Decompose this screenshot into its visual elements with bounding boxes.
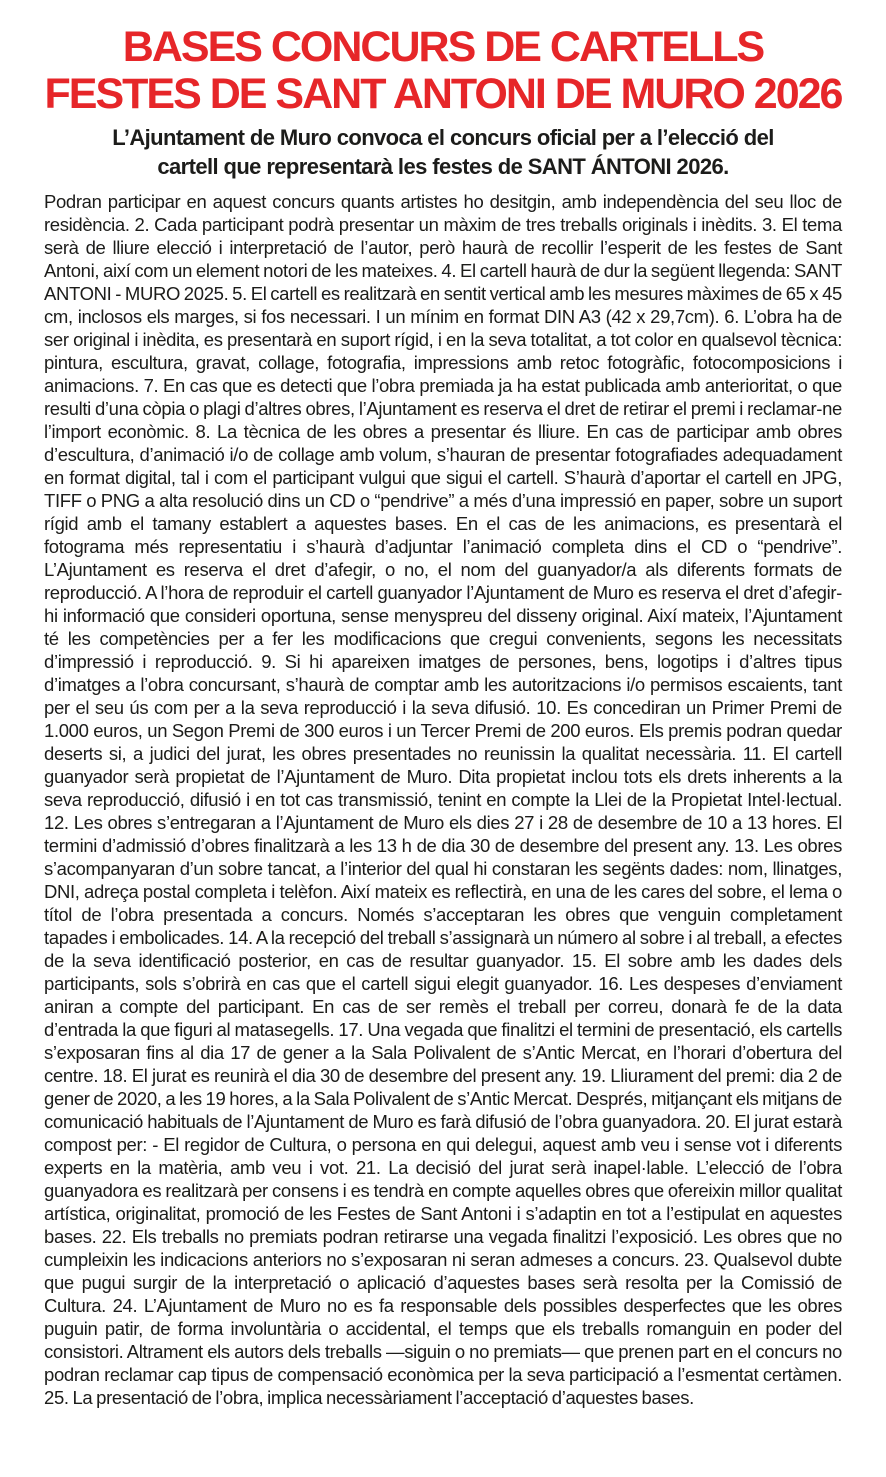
document-subtitle-line2: cartell que representarà les festes de SANT ÁNTONI 2026.: [157, 154, 729, 179]
body-text: Podran participar en aquest concurs quants artistes ho desitgin, amb independència del seu lloc de residència. 2. Cada participant podrà presentar un màxim de tres treballs originals i inèdits. 3. El tema serà de lliure elecció i interpretació de l’autor, però haurà de recollir l’esperit de les festes de Sant Antoni, així com un element notori de les mateixes. 4. El cartell haurà de dur la següent llegenda: SANT ANTONI - MURO 2025. 5. El cartell es realitzarà en sentit vertical amb les mesures màximes de 65 x 45 cm, inclosos els marges, si fos necessari. I un mínim en format DIN A3 (42 x 29,7cm). 6. L’obra ha de ser original i inèdita, es presentarà en suport rígid, i en la seva totalitat, a tot color en qualsevol tècnica: pintura, escultura, gravat, collage, fotografia, impressions amb retoc fotogràfic, fotocomposicions i animacions. 7. En cas que es detecti que l’obra premiada ja ha estat publicada amb anterioritat, o que resulti d’una còpia o plagi d’altres obres, l’Ajuntament es reserva el dret de retirar el premi i reclamar-ne l’import econòmic. 8. La tècnica de les obres a presentar és lliure. En cas de participar amb obres d’escultura, d’animació i/o de collage amb volum, s’hauran de presentar fotografiades adequadament en format digital, tal i com el participant vulgui que sigui el cartell. S’haurà d’aportar el cartell en JPG, TIFF o PNG a alta resolució dins un CD o “pendrive” a més d’una impressió en paper, sobre un suport rígid amb el tamany establert a aquestes bases. En el cas de les animacions, es presentarà el fotograma més representatiu i s’haurà d’adjuntar l’animació completa dins el CD o “pendrive”. L’Ajuntament es reserva el dret d’afegir, o no, el nom del guanyador/a als diferents formats de reproducció. A l’hora de reproduir el cartell guanyador l’Ajuntament de Muro es reserva el dret d’afegir-hi informació que consideri oportuna, sense menyspreu del disseny original. Així mateix, l’Ajuntament té les competències per a fer les modificacions que cregui convenients, segons les necessitats d’impressió i reproducció. 9. Si hi apareixen imatges de persones, bens, logotips i d’altres tipus d’imatges a l’obra concursant, s’haurà de comptar amb les autoritzacions i/o permisos escaients, tant per el seu ús com per a la seva reproducció i la seva difusió. 10. Es concediran un Primer Premi de 1.000 euros, un Segon Premi de 300 euros i un Tercer Premi de 200 euros. Els premis podran quedar deserts si, a judici del jurat, les obres presentades no reunissin la qualitat necessària. 11. El cartell guanyador serà propietat de l’Ajuntament de Muro. Dita propietat inclou tots els drets inherents a la seva reproducció, difusió i en tot cas transmissió, tenint en compte la Llei de la Propietat Intel·lectual. 12. Les obres s’entregaran a l’Ajuntament de Muro els dies 27 i 28 de desembre de 10 a 13 hores. El termini d’admissió d’obres finalitzarà a les 13 h de dia 30 de desembre del present any. 13. Les obres s’acompanyaran d’un sobre tancat, a l’interior del qual hi constaran les segënts dades: nom, llinatges, DNI, adreça postal completa i telèfon. Així mateix es reflectirà, en una de les cares del sobre, el lema o títol de l’obra presentada a concurs. Només s’acceptaran les obres que venguin completament tapades i embolicades. 14. A la recepció del treball s’assignarà un número al sobre i al treball, a efectes de la seva identificació posterior, en cas de resultar guanyador. 15. El sobre amb les dades dels participants, sols s’obrirà en cas que el cartell sigui elegit guanyador. 16. Les despeses d’enviament aniran a compte del participant. En cas de ser remès el treball per correu, donarà fe de la data d’entrada la que figuri al matasegells. 17. Una vegada que finalitzi el termini de presentació, els cartells s’exposaran fins al dia 17 de gener a la Sala Polivalent de s’Antic Mercat, en l’horari d’obertura del centre. 18. El jurat es reunirà el dia 30 de desembre del present any. 19. Lliurament del premi: dia 2 de gener de 2020, a les 19 hores, a la Sala Polivalent de s’Antic Mercat. Després, mitjançant els mitjans de comunicació habituals de l’Ajuntament de Muro es farà difusió de l’obra guanyadora. 20. El jurat estarà compost per: - El regidor de Cultura, o persona en qui delegui, aquest amb veu i sense vot i diferents experts en la matèria, amb veu i vot. 21. La decisió del jurat serà inapel·lable. L’elecció de l’obra guanyadora es realitzarà per consens i es tendrà en compte aquelles obres que ofereixin millor qualitat artística, originalitat, promoció de les Festes de Sant Antoni i s’adaptin en tot a l’estipulat en aquestes bases. 22. Els treballs no premiats podran retirarse una vegada finalitzi l’exposició. Les obres que no cumpleixin les indicacions anteriors no s’exposaran ni seran admeses a concurs. 23. Qualsevol dubte que pugui surgir de la interpretació o aplicació d’aquestes bases serà resolta per la Comissió de Cultura. 24. L’Ajuntament de Muro no es fa responsable dels possibles desperfectes que les obres puguin patir, de forma involuntària o accidental, el temps que els treballs romanguin en poder del consistori. Altrament els autors dels treballs —siguin o no premiats— que prenen part en el concurs no podran reclamar cap tipus de compensació econòmica per la seva participació a l’esmentat certàmen. 25. La presentació de l’obra, implica necessàriament l’acceptació d’aquestes bases.: [44, 191, 842, 1408]
document-title-line2: FESTES DE SANT ANTONI DE MURO 2026: [44, 70, 842, 118]
document-title-line1: BASES CONCURS DE CARTELLS: [122, 23, 764, 71]
document-title: [44, 24, 842, 118]
document-subtitle-line1: L’Ajuntament de Muro convoca el concurs oficial per a l’elecció del: [112, 125, 774, 150]
document-subtitle: [44, 123, 842, 181]
